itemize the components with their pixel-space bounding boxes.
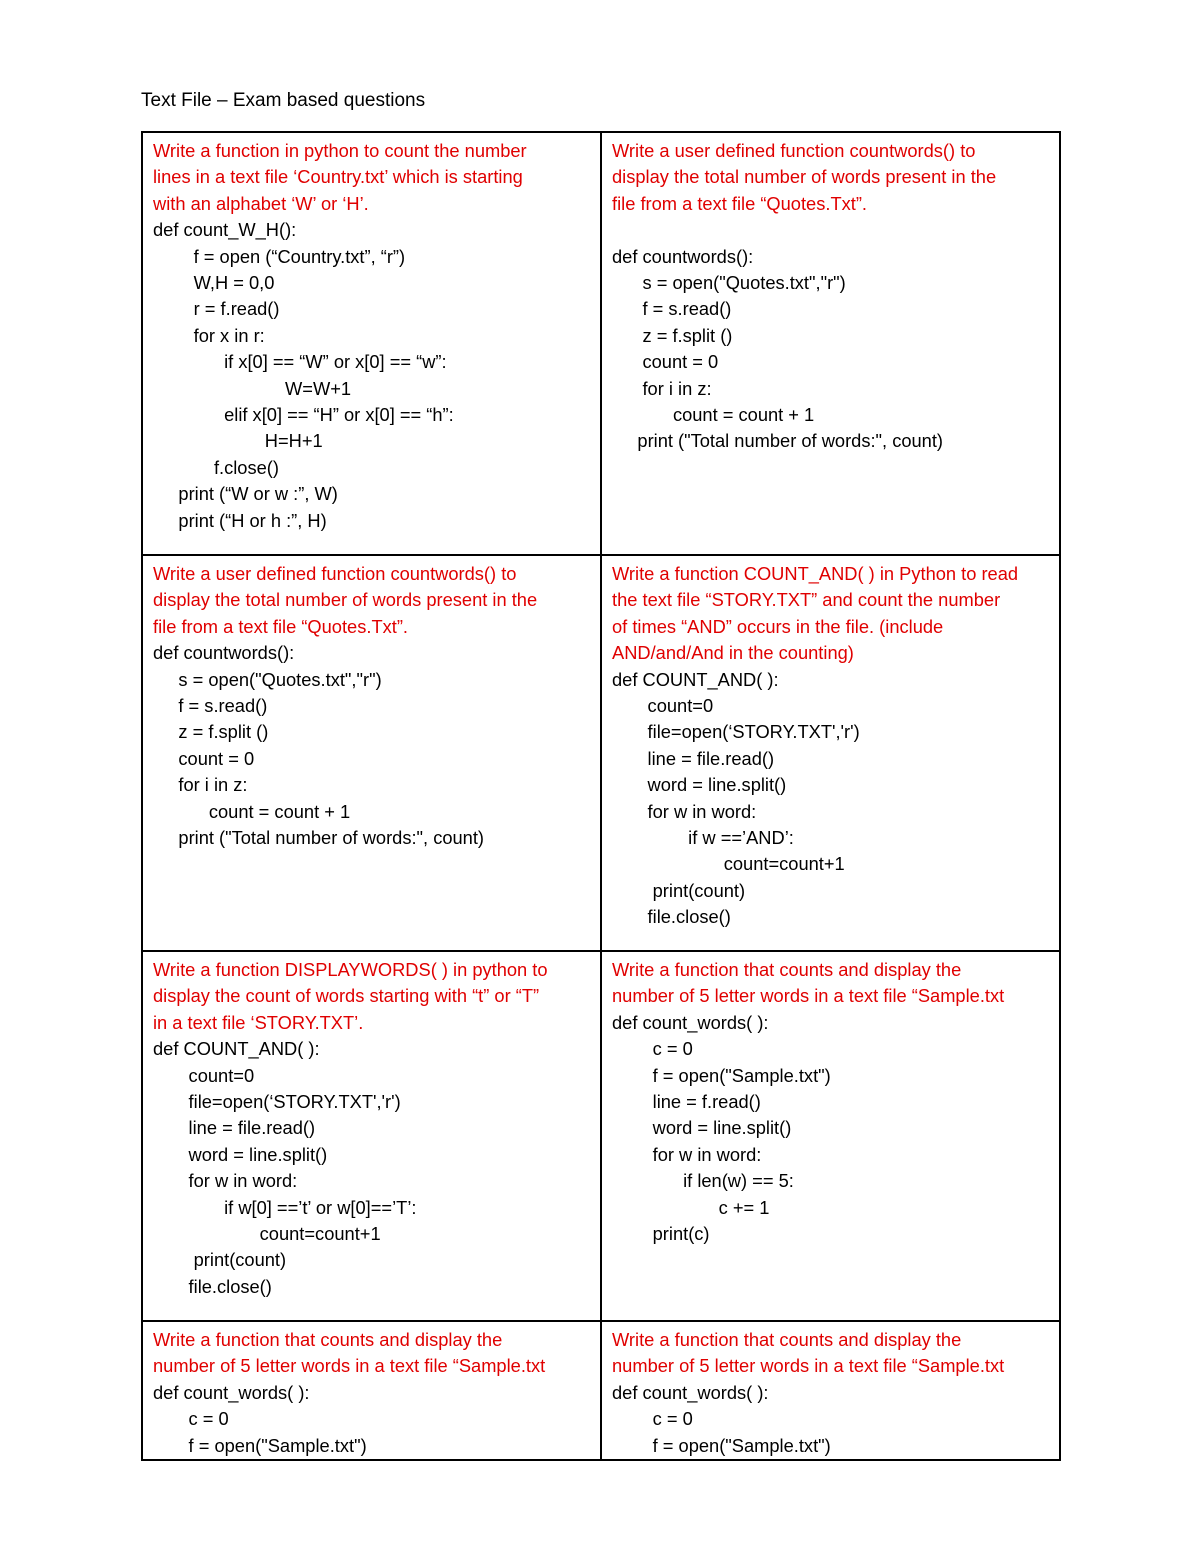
question-cell-1 xyxy=(142,132,601,555)
code-block: def COUNT_AND( ): count=0 file=open(‘STORY.TXT','r') line = file.read() word = line.split() for w in word: if w ==’AND’: count=count+1 print(count) file.close() xyxy=(612,668,860,928)
question-cell-3 xyxy=(142,555,601,951)
code-block: def count_W_H(): f = open (“Country.txt”, “r”) W,H = 0,0 r = f.read() for x in r: if x[0] == “W” or x[0] == “w”: W=W+1 elif x[0] == “H” or x[0] == “h”: H=H+1 f.close() print (“W or w :”, W) print (“H or h :”, H) xyxy=(153,219,454,531)
question-text: Write a function COUNT_AND( ) in Python to read the text file “STORY.TXT” and count the number of times “AND” occurs in the file. (include AND/and/And in the counting) xyxy=(612,563,1019,664)
table-row xyxy=(142,1321,1060,1460)
code-block: def countwords(): s = open("Quotes.txt","r") f = s.read() z = f.split () count = 0 for i in z: count = count + 1 print ("Total number of words:", count) xyxy=(153,642,484,849)
questions-table xyxy=(141,131,1061,1461)
question-text: Write a function that counts and display the number of 5 letter words in a text file “Sample.txt xyxy=(153,1329,546,1377)
question-text: Write a function DISPLAYWORDS( ) in python to display the count of words starting with “t” or “T” in a text file ‘STORY.TXT’. xyxy=(153,959,548,1033)
question-cell-2 xyxy=(601,132,1060,555)
code-block: def count_words( ): c = 0 f = open("Sample.txt") xyxy=(153,1381,367,1456)
code-block: def count_words( ): c = 0 f = open("Sample.txt") xyxy=(612,1381,831,1456)
question-text: Write a function that counts and display the number of 5 letter words in a text file “Sample.txt xyxy=(612,1329,1005,1377)
table-row xyxy=(142,132,1060,555)
code-block: def countwords(): s = open("Quotes.txt","r") f = s.read() z = f.split () count = 0 for i in z: count = count + 1 print ("Total number of words:", count) xyxy=(612,245,943,452)
question-cell-5 xyxy=(142,951,601,1321)
question-text: Write a function in python to count the number lines in a text file ‘Country.txt’ which is starting with an alphabet ‘W’ or ‘H’. xyxy=(153,140,527,214)
code-block: def count_words( ): c = 0 f = open("Sample.txt") line = f.read() word = line.split() for w in word: if len(w) == 5: c += 1 print(c) xyxy=(612,1011,831,1245)
code-block: def COUNT_AND( ): count=0 file=open(‘STORY.TXT','r') line = file.read() word = line.split() for w in word: if w[0] ==’t’ or w[0]==’T’: count=count+1 print(count) file.close() xyxy=(153,1038,417,1297)
question-cell-6 xyxy=(601,951,1060,1321)
question-text: Write a user defined function countwords() to display the total number of words present in the file from a text file “Quotes.Txt”. xyxy=(153,563,538,637)
table-row xyxy=(142,555,1060,951)
question-cell-7 xyxy=(142,1321,601,1460)
question-text: Write a function that counts and display the number of 5 letter words in a text file “Sample.txt xyxy=(612,959,1005,1007)
question-cell-4 xyxy=(601,555,1060,951)
page-title: Text File – Exam based questions xyxy=(141,90,426,111)
question-text: Write a user defined function countwords() to display the total number of words present in the file from a text file “Quotes.Txt”. xyxy=(612,140,997,214)
table-row xyxy=(142,951,1060,1321)
question-cell-8 xyxy=(601,1321,1060,1460)
